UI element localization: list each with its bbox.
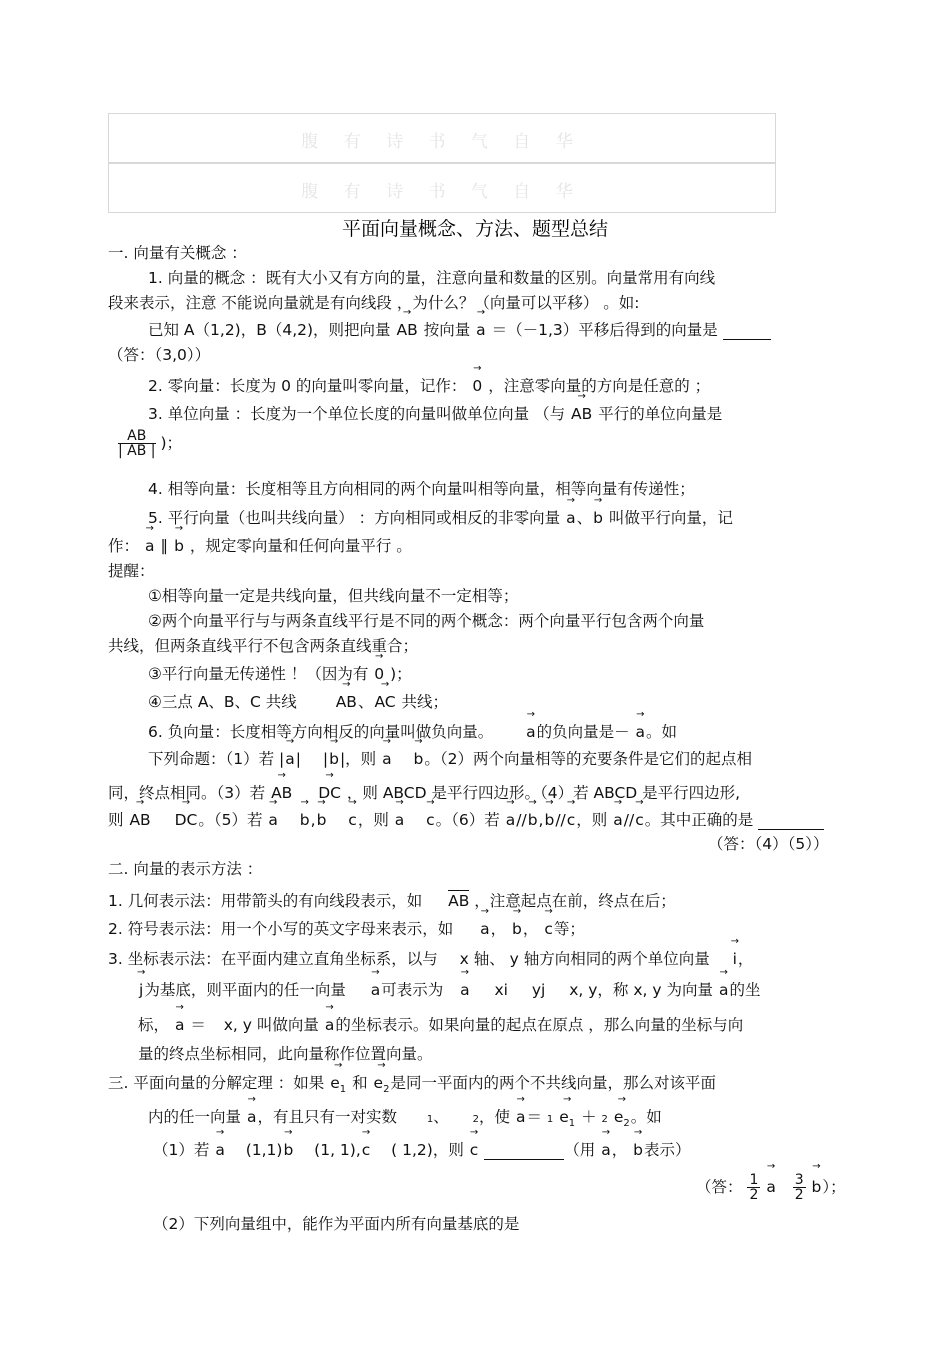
- segment-ab: AB: [448, 892, 470, 910]
- vector-c: → c: [425, 810, 436, 830]
- fraction: $\frac{AB}{| AB |}$: [118, 428, 156, 459]
- vector-b: → b: [543, 810, 555, 830]
- vector-a: → a: [284, 749, 296, 769]
- vector-b: → b: [527, 810, 539, 830]
- vector-a: → a: [505, 810, 517, 830]
- vector-a: → a: [324, 1015, 336, 1035]
- answer-line: （答：（3,0））: [108, 346, 211, 364]
- vector-a: → a: [718, 980, 730, 1000]
- question-line: 则 → AB → DC。（5）若 → a → b,→ b → c，则 → a → c。（6）若 → a//→ b,→ b//→ c，则 → a//→ c。其中正确的是: [108, 810, 824, 830]
- vector-b: → b: [632, 1140, 644, 1160]
- remind-label: 提醒：: [108, 562, 155, 580]
- header-watermark: 腹 有 诗 书 气 自 华: [301, 132, 583, 152]
- vector-a: → a: [459, 980, 471, 1000]
- vector-ab: → AB: [570, 404, 593, 424]
- vector-a: → a: [174, 1015, 186, 1035]
- paragraph-line: 2. 零向量：长度为 0 的向量叫零向量，记作： → 0 ，注意零向量的方向是任意的 ；: [148, 376, 710, 396]
- vector-zero: → 0: [471, 376, 483, 396]
- method-line: 3. 坐标表示法：在平面内建立直角坐标系，以与 x 轴、 y 轴方向相同的两个单位向量 → i，: [108, 949, 753, 969]
- vector-a: → a: [525, 722, 537, 742]
- header-watermark-box: [108, 113, 776, 163]
- vector-e2: → $e_2$: [373, 1073, 391, 1100]
- vector-a: → a: [600, 1140, 612, 1160]
- vector-e2: → $e_2$: [613, 1107, 631, 1134]
- paragraph-line: 3. 单位向量 ：长度为一个单位长度的向量叫做单位向量 （与 → AB 平行的单位向量是: [148, 404, 722, 424]
- remind-item: ③平行向量无传递性 ！（因为有 → 0 )；: [148, 664, 412, 684]
- remind-item: ②两个向量平行与与两条直线平行是不同的两个概念：两个向量平行包含两个向量: [148, 612, 705, 630]
- method-line: → j为基底，则平面内的任一向量 → a可表示为 → a xi yj x, y，称 x, y 为向量 → a的坐: [138, 980, 760, 1000]
- vector-b: → b: [811, 1174, 823, 1200]
- vector-a: → a: [515, 1107, 527, 1127]
- paragraph-line: 1. 向量的概念 ：既有大小又有方向的量，注意向量和数量的区别。向量常用有向线: [148, 269, 716, 287]
- vector-a: → a: [479, 919, 491, 939]
- vector-e1: → $e_1$: [329, 1073, 347, 1100]
- vector-b: → b: [282, 1140, 294, 1160]
- paragraph-line: 已知 A（1,2)，B（4,2)，则把向量 → AB 按向量 → a ＝（－1,3）平移后得到的向量是: [148, 320, 771, 340]
- unit-vector-fraction: $\frac{AB}{| AB |}$ )；: [118, 428, 183, 459]
- vector-a: → a: [635, 722, 647, 742]
- vector-a: → a: [214, 1140, 226, 1160]
- vector-a: → a: [246, 1107, 258, 1127]
- fraction-half: $\frac{1}{2}$: [749, 1172, 759, 1203]
- vector-i: → i: [732, 949, 738, 969]
- vector-b: → b: [173, 536, 185, 556]
- remind-item: 共线，但两条直线平行不包含两条直线重合；: [108, 637, 419, 655]
- vector-a: → a: [381, 749, 393, 769]
- vector-ab: → AB: [128, 810, 151, 830]
- answer-line: （答：（4）（5））: [708, 835, 829, 853]
- vector-b: → b: [316, 810, 328, 830]
- vector-j: → j: [138, 980, 144, 1000]
- method-line: 标， → a ＝ x, y 叫做向量 → a的坐标表示。如果向量的起点在原点 ，那么向量的坐标与向: [138, 1015, 743, 1035]
- answer-blank: [758, 813, 824, 830]
- vector-ab: → AB: [396, 320, 419, 340]
- section-heading: 三. 平面向量的分解定理 ：如果 → $e_1$ 和 → $e_2$是同一平面内的两个不共线向量，那么对该平面: [108, 1073, 716, 1100]
- paragraph-line: 段来表示，注意 不能说向量就是有向线段 ，为什么？（向量可以平移） 。如:: [108, 294, 640, 312]
- question-line: 同，终点相同。（3）若 → AB → DC ，则 ABCD 是平行四边形。（4）若 ABCD 是平行四边形,: [108, 783, 740, 803]
- remind-item: ①相等向量一定是共线向量，但共线向量不一定相等；: [148, 587, 519, 605]
- vector-c: → c: [543, 919, 554, 939]
- vector-b: → b: [299, 810, 311, 830]
- vector-ac: → AC: [373, 692, 396, 712]
- vector-a: → a: [267, 810, 279, 830]
- vector-a: → a: [475, 320, 487, 340]
- method-line: 量的终点坐标相同，此向量称作位置向量。: [138, 1045, 433, 1063]
- vector-ab: → AB: [335, 692, 358, 712]
- paragraph-line: 5. 平行向量（也叫共线向量） ：方向相同或相反的非零向量 → a、→ b 叫做平行向量，记: [148, 508, 733, 528]
- vector-ab: → AB: [270, 783, 293, 803]
- vector-b: → b: [592, 508, 604, 528]
- remind-item: ④三点 A、B、C 共线 → AB、→ AC 共线；: [148, 692, 448, 712]
- vector-c: → c: [634, 810, 645, 830]
- theorem-line: 内的任一向量 → a，有且只有一对实数 1、 2，使 → $a= 1 \to e_1 + 2 \to e_2$。如: [148, 1107, 662, 1134]
- answer-blank: [723, 323, 771, 340]
- fraction-three-halves: $\frac{3}{2}$: [794, 1172, 804, 1203]
- vector-a: → a: [765, 1174, 777, 1200]
- method-line: 2. 符号表示法：用一个小写的英文字母来表示，如 → a， → b， → c等；: [108, 919, 585, 939]
- question-line: 下列命题：（1）若 |→ a| |→ b|，则 → a → b。（2）两个向量相等的充要条件是它们的起点相: [148, 749, 752, 769]
- paragraph-line: 4. 相等向量：长度相等且方向相同的两个向量叫相等向量，相等向量有传递性；: [148, 480, 695, 498]
- answer-blank: [484, 1143, 564, 1160]
- answer-line: （答： $\frac{1}{2}$ → a $\frac{3}{2}$ → b）；: [696, 1173, 846, 1202]
- vector-dc: → DC: [174, 810, 199, 830]
- vector-c: → c: [566, 810, 577, 830]
- vector-a: → a: [565, 508, 577, 528]
- vector-a: → a: [370, 980, 382, 1000]
- vector-c: → c: [469, 1140, 480, 1160]
- example-line: （2）下列向量组中，能作为平面内所有向量基底的是: [153, 1215, 520, 1233]
- paragraph-line: 6. 负向量：长度相等方向相反的向量叫做负向量。 → a的负向量是－ → a。如: [148, 722, 677, 742]
- header-watermark-box: [108, 163, 776, 213]
- page-title: 平面向量概念、方法、题型总结: [341, 218, 608, 240]
- vector-dc: → DC: [317, 783, 342, 803]
- vector-c: → c: [347, 810, 358, 830]
- example-line: （1）若 → a (1,1)→ b (1, 1),→ c ( 1,2)，则 → c （用 → a， → b表示）: [153, 1140, 691, 1160]
- header-watermark: 腹 有 诗 书 气 自 华: [301, 182, 583, 202]
- vector-a: → a: [612, 810, 624, 830]
- vector-b: → b: [511, 919, 523, 939]
- vector-a: → a: [144, 536, 156, 556]
- vector-b: → b: [413, 749, 425, 769]
- method-line: 1. 几何表示法：用带箭头的有向线段表示，如 AB ，注意起点在前，终点在后；: [108, 892, 676, 910]
- vector-zero: → 0: [373, 664, 385, 684]
- vector-e1: → $e_1$: [558, 1107, 576, 1134]
- section-heading: 一. 向量有关概念 ：: [108, 244, 247, 262]
- vector-a: → a: [394, 810, 406, 830]
- vector-c: → c: [361, 1140, 372, 1160]
- vector-b: → b: [328, 749, 340, 769]
- paragraph-line: 作： → a ∥ → b ，规定零向量和任何向量平行 。: [108, 536, 412, 556]
- section-heading: 二. 向量的表示方法 ：: [108, 860, 263, 878]
